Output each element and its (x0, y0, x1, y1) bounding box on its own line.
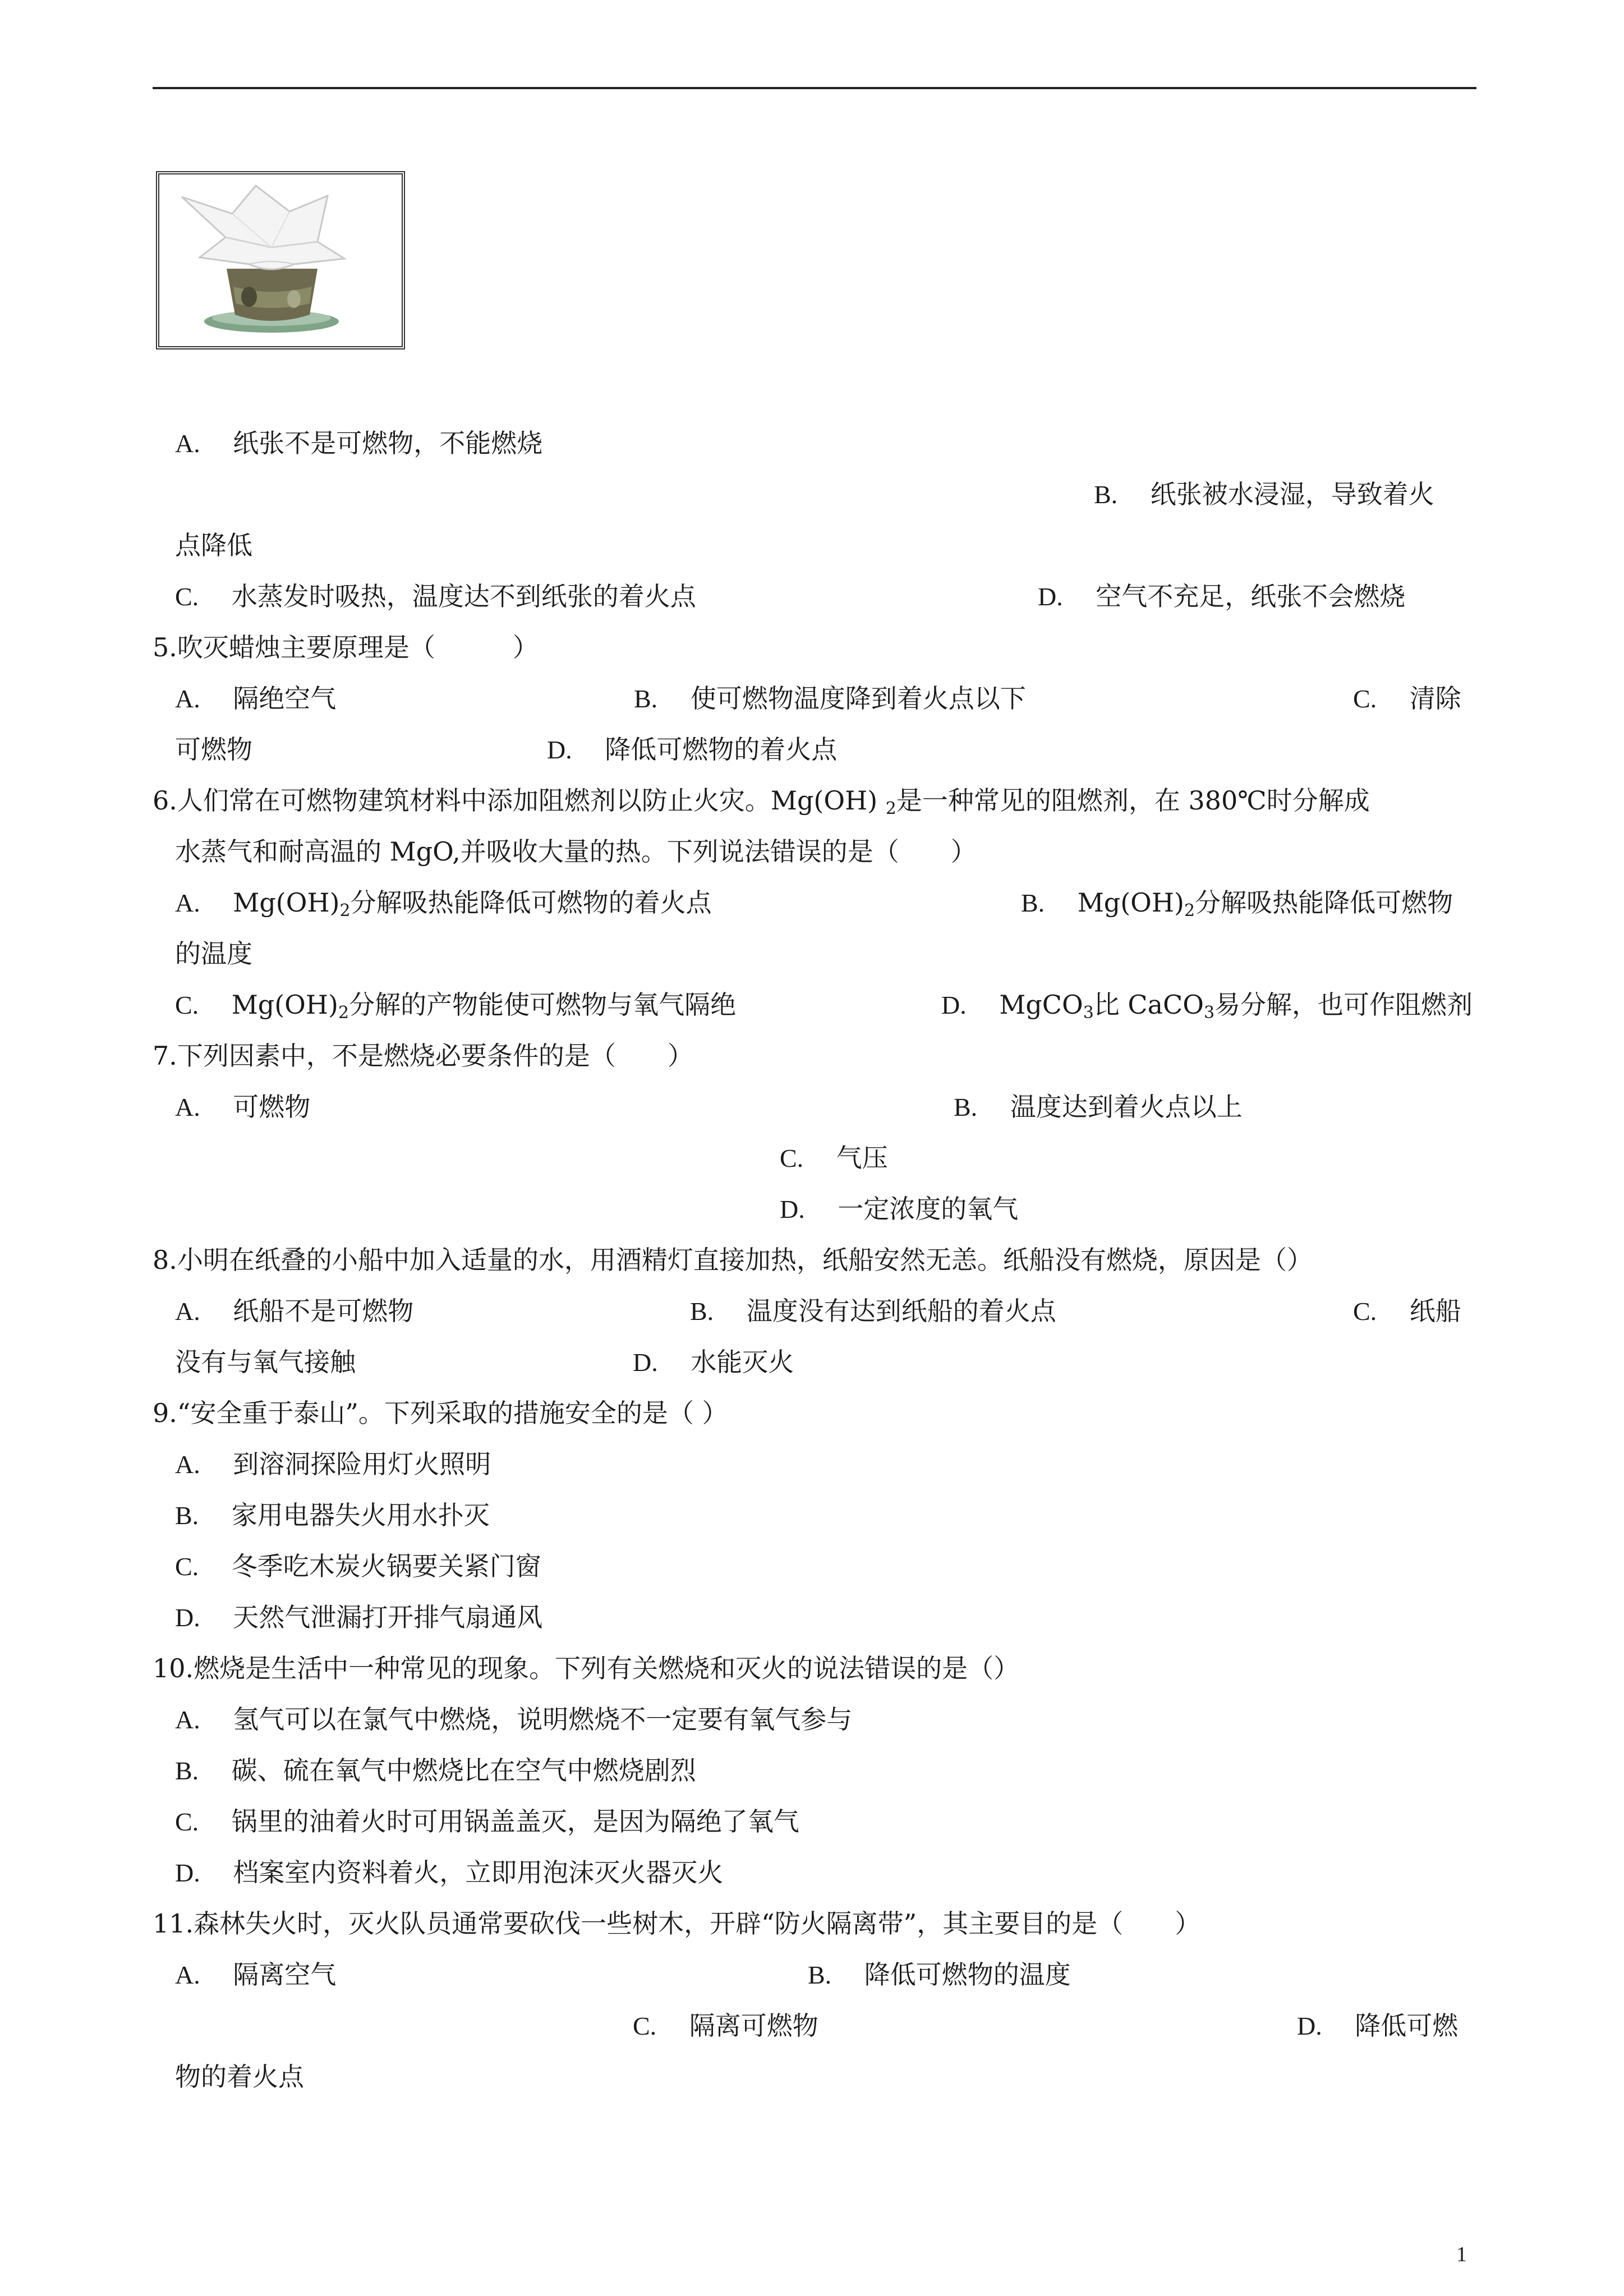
q7-option-c: C. 气压 (780, 1143, 888, 1173)
q5-option-a: A. 隔绝空气 (175, 683, 337, 714)
q4-option-d: D. 空气不充足，纸张不会燃烧 (1038, 581, 1406, 611)
q8-stem: 8.小明在纸叠的小船中加入适量的水，用酒精灯直接加热，纸船安然无恙。纸船没有燃烧，原因是（） (153, 1245, 1313, 1275)
q9-option-a: A. 到溶洞探险用灯火照明 (175, 1449, 491, 1479)
q10-option-b: B. 碳、硫在氧气中燃烧比在空气中燃烧剧烈 (175, 1755, 696, 1786)
q11-option-d: D. 降低可燃 (1297, 2010, 1459, 2041)
q6-option-a: A. $Mg(OH)_2$分解吸热能降低可燃物的着火点 (175, 887, 712, 921)
q6-stem-line2: 水蒸气和耐高温的 MgO,并吸收大量的热。下列说法错误的是（ ） (175, 836, 977, 867)
q7-option-b: B. 温度达到着火点以上 (954, 1092, 1243, 1122)
q9-option-c: C. 冬季吃木炭火锅要关紧门窗 (175, 1551, 541, 1581)
q11-option-b: B. 降低可燃物的温度 (808, 1959, 1071, 1990)
q8-option-a: A. 纸船不是可燃物 (175, 1296, 414, 1326)
q5-option-b: B. 使可燃物温度降到着火点以下 (634, 683, 1026, 714)
q5-stem: 5.吹灭蜡烛主要原理是（ ） (153, 632, 539, 662)
header-rule (153, 87, 1476, 89)
q6-option-b-cont: 的温度 (175, 938, 252, 969)
q8-option-c: C. 纸船 (1353, 1296, 1461, 1326)
q10-option-d: D. 档案室内资料着火，立即用泡沫灭火器灭火 (175, 1857, 724, 1888)
q4-option-b: B. 纸张被水浸湿，导致着火 (1094, 479, 1434, 509)
q11-option-c: C. 隔离可燃物 (633, 2010, 818, 2041)
q10-stem: 10.燃烧是生活中一种常见的现象。下列有关燃烧和灭火的说法错误的是（） (153, 1653, 1020, 1683)
q6-option-b: B. $Mg(OH)_2$分解吸热能降低可燃物 (1021, 887, 1453, 921)
q7-option-d: D. 一定浓度的氧气 (780, 1194, 1019, 1224)
q11-option-d-cont: 物的着火点 (175, 2062, 304, 2092)
q10-option-a: A. 氢气可以在氯气中燃烧，说明燃烧不一定要有氧气参与 (175, 1704, 853, 1734)
q5-option-c: C. 清除 (1353, 683, 1461, 714)
q6-stem-line1: 6.人们常在可燃物建筑材料中添加阻燃剂以防止火灾。Mg(OH) $_2$是一种常见的阻燃剂，在 380℃时分解成 (153, 785, 1370, 818)
q9-option-b: B. 家用电器失火用水扑灭 (175, 1500, 490, 1530)
paper-cup-figure (156, 171, 405, 349)
q7-option-a: A. 可燃物 (175, 1092, 311, 1122)
q8-option-d: D. 水能灭火 (633, 1347, 794, 1377)
q9-stem: 9.“安全重于泰山”。下列采取的措施安全的是（ ） (153, 1398, 728, 1428)
q7-stem: 7.下列因素中，不是燃烧必要条件的是（ ） (153, 1041, 693, 1071)
q11-stem: 11.森林失火时，灭火队员通常要砍伐一些树木，开辟“防火隔离带”，其主要目的是（ ） (153, 1908, 1201, 1939)
paper-cup-on-burner-icon (159, 174, 402, 346)
q9-option-d: D. 天然气泄漏打开排气扇通风 (175, 1602, 543, 1632)
q4-option-b-cont: 点降低 (175, 530, 252, 560)
q10-option-c: C. 锅里的油着火时可用锅盖盖灭，是因为隔绝了氧气 (175, 1806, 799, 1837)
q5-option-d: D. 降低可燃物的着火点 (547, 734, 838, 765)
page-number: 1 (1456, 2243, 1467, 2266)
q5-option-c-cont: 可燃物 (175, 734, 252, 765)
q11-option-a: A. 隔离空气 (175, 1959, 337, 1990)
q4-option-a: A. 纸张不是可燃物，不能燃烧 (175, 428, 543, 458)
q8-option-b: B. 温度没有达到纸船的着火点 (690, 1296, 1056, 1326)
q6-option-c: C. $Mg(OH)_2$分解的产物能使可燃物与氧气隔绝 (175, 990, 737, 1023)
q6-option-d: D. MgCO$_3$比 CaCO$_3$易分解，也可作阻燃剂 (941, 990, 1473, 1023)
q8-option-c-cont: 没有与氧气接触 (175, 1347, 356, 1377)
q4-option-c: C. 水蒸发时吸热，温度达不到纸张的着火点 (175, 581, 696, 611)
